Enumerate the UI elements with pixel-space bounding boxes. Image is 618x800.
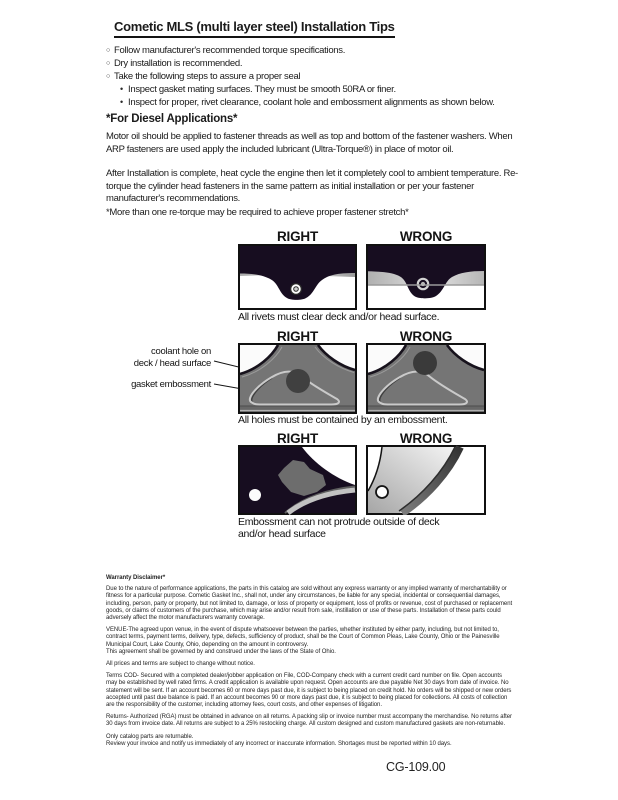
diagram-caption-rivets: All rivets must clear deck and/or head surface. bbox=[238, 311, 440, 323]
bullet-text: Take the following steps to assure a proper seal bbox=[114, 71, 301, 82]
sub-bullet-item bbox=[120, 83, 546, 96]
right-label: RIGHT bbox=[277, 229, 318, 244]
legal-paragraph: Only catalog parts are returnable. bbox=[106, 733, 194, 740]
legal-paragraph: All prices and terms are subject to change without notice. bbox=[106, 661, 255, 668]
legal-paragraph: Due to the nature of performance applications, the parts in this catalog are sold without any express warranty or any implied warranty of merchantability or fitness for a particular purpose. Cometic Gasket Inc., shall not, under any circumstances, be liable for any special, incidental or consequential damages, including, person, party or property, but not limited to, damage, or loss of property or equipment, loss of profits or revenue, cost of purchased or replacement goods, or claims of customers of the purchase, which may arise and/or result from sale, instillation or use of these parts. Installation of these parts could adversely affect the motor manufacturers warranty coverage. bbox=[106, 586, 513, 622]
warranty-disclaimer-heading: Warranty Disclaimer* bbox=[106, 575, 166, 581]
annotation-gasket-embossment-label: gasket embossment bbox=[131, 379, 211, 390]
bullet-text: Inspect for proper, rivet clearance, coolant hole and embossment alignments as shown below. bbox=[128, 97, 495, 108]
bullet-item bbox=[106, 44, 546, 57]
coolant-hole-right-diagram bbox=[238, 343, 357, 414]
circle-bullet-icon: ○ bbox=[106, 73, 110, 80]
right-label: RIGHT bbox=[277, 431, 318, 446]
wrong-label: WRONG bbox=[399, 431, 453, 446]
diesel-note: *More than one re-torque may be required to achieve proper fastener stretch* bbox=[106, 207, 409, 218]
coolant-hole-wrong-diagram bbox=[366, 343, 486, 414]
right-label: RIGHT bbox=[277, 329, 318, 344]
legal-paragraph: VENUE-The agreed upon venue, in the event of dispute whatsoever between the parties, whether instituted by either party, including, but not limited to, contract terms, payment terms, delivery, type, defects, sufficiency of product, shall be the Court of Common Pleas, Lake County, Ohio or the Painesville Municipal Court, Lake County, Ohio, depending on the amount in controversy. bbox=[106, 627, 500, 648]
page-number: CG-109.00 bbox=[386, 760, 446, 774]
wrong-label: WRONG bbox=[399, 329, 453, 344]
diagram-caption-holes: All holes must be contained by an embossment. bbox=[238, 414, 448, 426]
embossment-right-diagram bbox=[238, 445, 357, 515]
rivet-right-diagram bbox=[238, 244, 357, 310]
bullet-item bbox=[106, 70, 546, 83]
legal-paragraph: Returns- Authorized (RGA) must be obtained in advance on all returns. A packing slip or invoice number must accompany the merchandise. No returns after 30 days from invoice date. All returns are subject to a 25% restocking charge. All custom designed and custom manufactured gaskets are non-returnable. bbox=[106, 714, 512, 728]
bolt-hole-icon bbox=[249, 489, 261, 501]
tips-bullet-list bbox=[106, 44, 546, 109]
diesel-paragraph-1: Motor oil should be applied to fastener threads as well as top and bottom of the fastener washers. When ARP fasteners are used apply the included lubricant (Ultra-Torque®) in place of motor oil. bbox=[106, 131, 513, 155]
circle-bullet-icon: ○ bbox=[106, 47, 110, 54]
bullet-item bbox=[106, 57, 546, 70]
diesel-paragraph-2: After Installation is complete, heat cycle the engine then let it completely cool to ambient temperature. Re-torque the cylinder head fasteners in the same pattern as initial installation or per your fastener manufacturer's recommendations. bbox=[106, 168, 518, 204]
rivet-wrong-diagram bbox=[366, 244, 486, 310]
sub-bullet-item bbox=[120, 96, 546, 109]
coolant-hole-icon bbox=[286, 369, 310, 393]
bolt-hole-icon bbox=[376, 486, 388, 498]
wrong-label: WRONG bbox=[399, 229, 453, 244]
dot-bullet-icon: • bbox=[120, 84, 123, 94]
legal-paragraph: Terms COD- Secured with a completed dealer/jobber application on File, COD-Company check with a current credit card number on file. Open accounts may be established by well rated firms. A credit application is available upon request. Open accounts are due payable Net 30 days from date of invoice. No statement will be sent. If an account becomes 60 or more days past due, it is subject to being placed on credit hold. No orders will be shipped or new orders accepted until past due balance is paid. If an account becomes 90 or more days past due, it is subject to being placed for collections. All costs of collection are the responsibility of the customer, including attorney fees, court costs, and other expenses of litigation. bbox=[106, 673, 512, 709]
page-title: Cometic MLS (multi layer steel) Installation Tips bbox=[114, 19, 395, 38]
coolant-hole-icon bbox=[413, 351, 437, 375]
circle-bullet-icon: ○ bbox=[106, 60, 110, 67]
bullet-text: Dry installation is recommended. bbox=[114, 58, 243, 69]
annotation-coolant-hole-label: coolant hole on deck / head surface bbox=[133, 346, 211, 369]
diesel-section-heading: *For Diesel Applications* bbox=[106, 113, 238, 125]
legal-paragraph: Review your invoice and notify us immediately of any incorrect or inaccurate information. Shortages must be reported within 10 days. bbox=[106, 740, 452, 747]
legal-paragraph: This agreement shall be governed by and construed under the laws of the State of Ohio. bbox=[106, 648, 336, 655]
dot-bullet-icon: • bbox=[120, 97, 123, 107]
diagram-caption-embossment: Embossment can not protrude outside of deck and/or head surface bbox=[238, 516, 440, 540]
bullet-text: Follow manufacturer's recommended torque specifications. bbox=[114, 45, 346, 56]
bullet-text: Inspect gasket mating surfaces. They must be smooth 50RA or finer. bbox=[128, 84, 396, 95]
embossment-wrong-diagram bbox=[366, 445, 486, 515]
legal-section bbox=[106, 575, 514, 753]
